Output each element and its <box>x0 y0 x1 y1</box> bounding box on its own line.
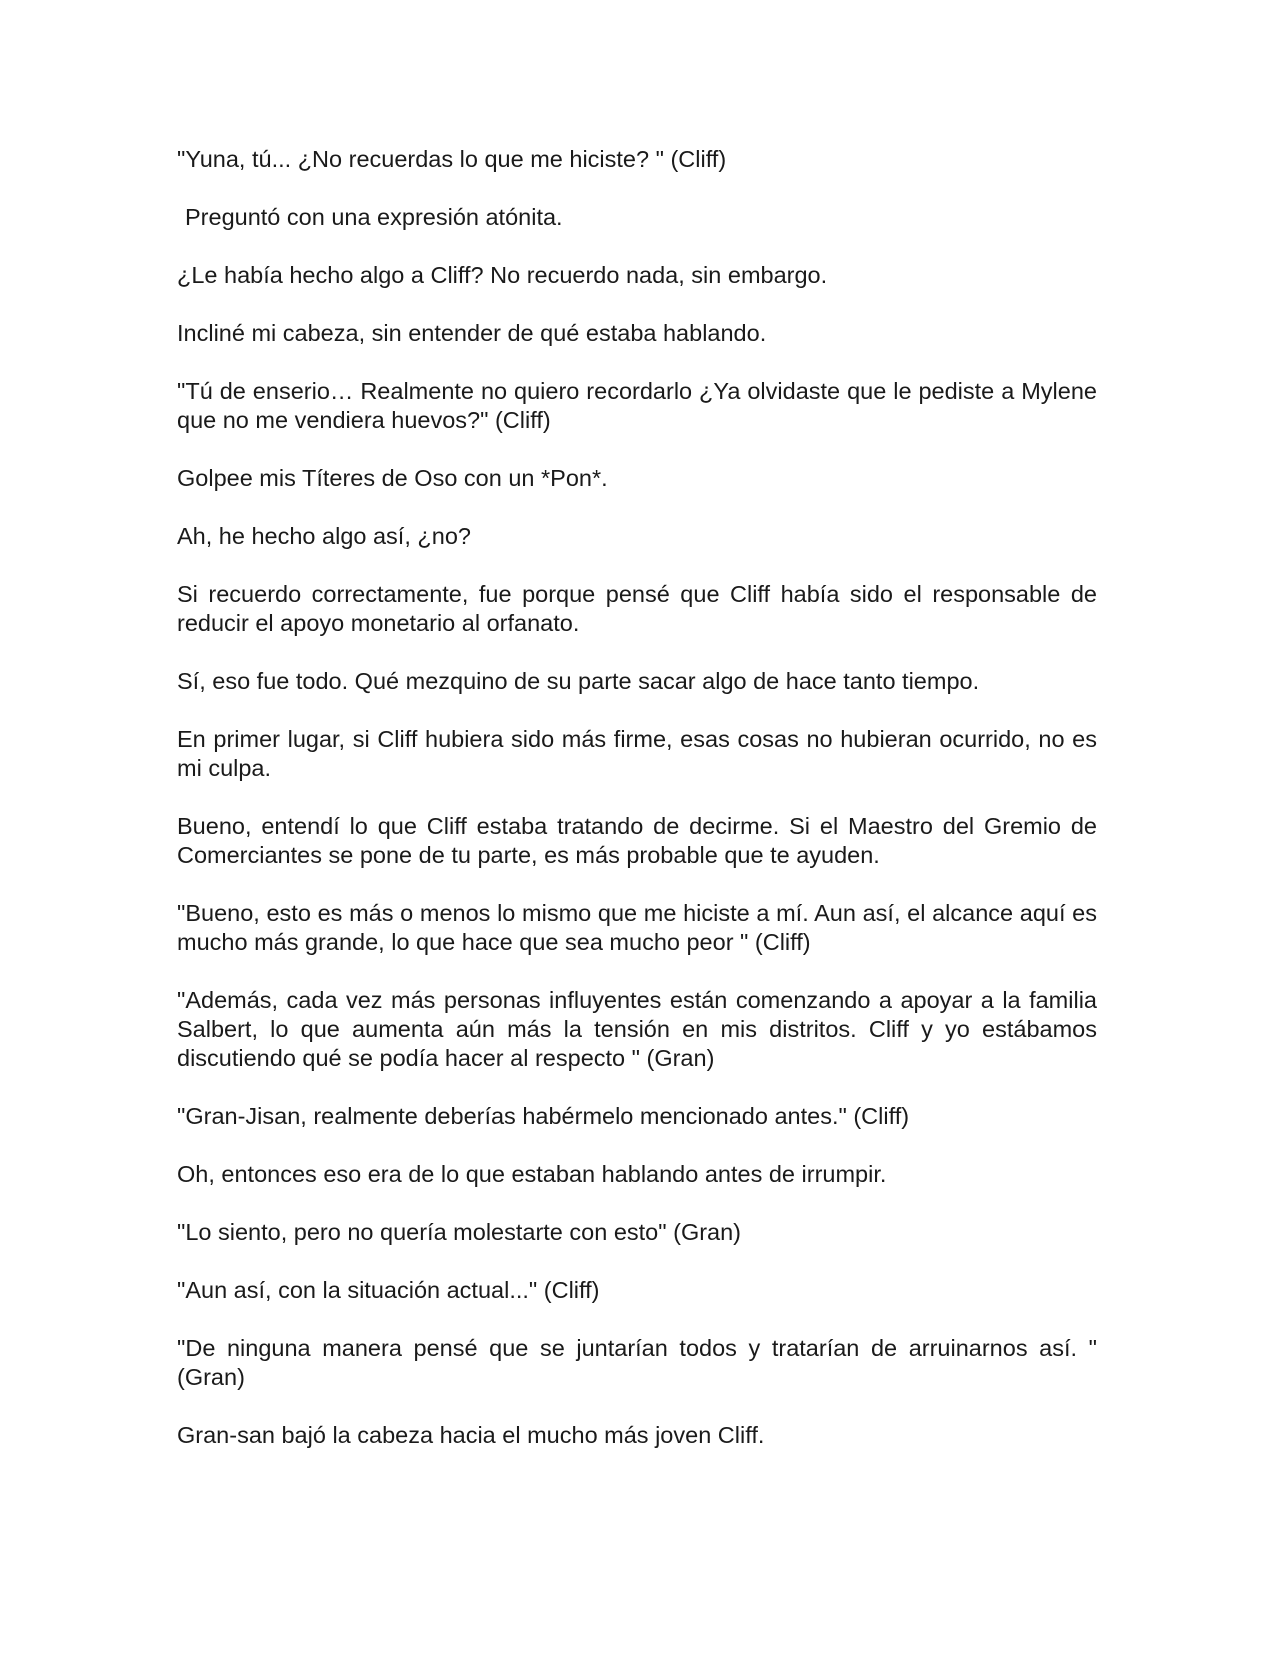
paragraph-1: "Yuna, tú... ¿No recuerdas lo que me hiciste? " (Cliff) <box>177 146 727 172</box>
paragraph-2: Preguntó con una expresión atónita. <box>185 204 563 230</box>
paragraph-16: "Lo siento, pero no quería molestarte con esto" (Gran) <box>177 1219 742 1245</box>
paragraph-13: "Además, cada vez más personas influyentes están comenzando a apoyar a la familia Salbert, lo que aumenta aún más la tensión en mis distritos. Cliff y yo estábamos discutiendo qué se podía hacer al respecto " (Gran) <box>177 987 1097 1071</box>
paragraph-9: Sí, eso fue todo. Qué mezquino de su parte sacar algo de hace tanto tiempo. <box>177 668 980 694</box>
paragraph-6: Golpee mis Títeres de Oso con un *Pon*. <box>177 465 608 491</box>
paragraph-10: En primer lugar, si Cliff hubiera sido más firme, esas cosas no hubieran ocurrido, no es mi culpa. <box>177 726 1097 781</box>
paragraph-4: Incliné mi cabeza, sin entender de qué estaba hablando. <box>177 320 767 346</box>
paragraph-8: Si recuerdo correctamente, fue porque pensé que Cliff había sido el responsable de reducir el apoyo monetario al orfanato. <box>177 581 1097 636</box>
paragraph-19: Gran-san bajó la cabeza hacia el mucho más joven Cliff. <box>177 1422 765 1448</box>
paragraph-3: ¿Le había hecho algo a Cliff? No recuerdo nada, sin embargo. <box>177 262 828 288</box>
paragraph-18: "De ninguna manera pensé que se juntarían todos y tratarían de arruinarnos así. " (Gran) <box>177 1335 1097 1390</box>
paragraph-5: "Tú de enserio… Realmente no quiero recordarlo ¿Ya olvidaste que le pediste a Mylene que no me vendiera huevos?" (Cliff) <box>177 378 1097 433</box>
document-body <box>177 145 1097 1479</box>
paragraph-11: Bueno, entendí lo que Cliff estaba tratando de decirme. Si el Maestro del Gremio de Comerciantes se pone de tu parte, es más probable que te ayuden. <box>177 813 1097 868</box>
paragraph-14: "Gran-Jisan, realmente deberías habérmelo mencionado antes." (Cliff) <box>177 1103 910 1129</box>
paragraph-7: Ah, he hecho algo así, ¿no? <box>177 523 471 549</box>
paragraph-17: "Aun así, con la situación actual..." (Cliff) <box>177 1277 600 1303</box>
paragraph-15: Oh, entonces eso era de lo que estaban hablando antes de irrumpir. <box>177 1161 887 1187</box>
paragraph-12: "Bueno, esto es más o menos lo mismo que me hiciste a mí. Aun así, el alcance aquí es mucho más grande, lo que hace que sea mucho peor " (Cliff) <box>177 900 1097 955</box>
